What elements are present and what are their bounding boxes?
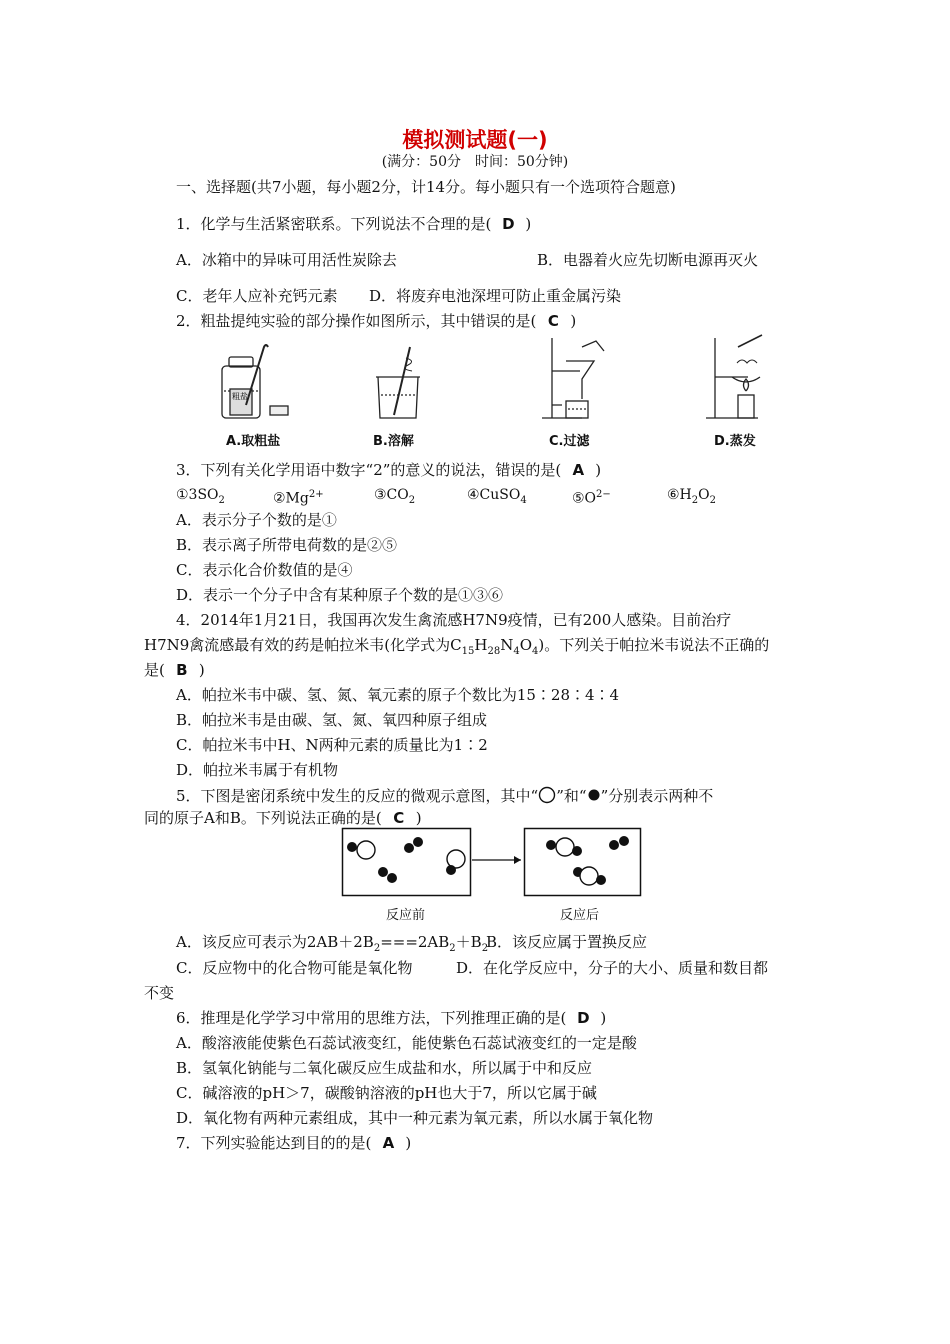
paren: ) xyxy=(405,1134,412,1152)
jar-icon xyxy=(222,345,288,418)
paren: ) xyxy=(595,461,602,479)
option-b: B．氢氧化钠能与二氧化碳反应生成盐和水，所以属于中和反应 xyxy=(176,1059,593,1077)
option-a: A．冰箱中的异味可用活性炭除去 xyxy=(176,251,397,269)
option-a: A．酸溶液能使紫色石蕊试液变红，能使紫色石蕊试液变红的一定是酸 xyxy=(176,1034,637,1052)
option-c: C．表示化合价数值的是④ xyxy=(176,561,353,579)
question-stem: 6．推理是化学学习中常用的思维方法，下列推理正确的是( xyxy=(176,1009,567,1027)
caption-a: A.取粗盐 xyxy=(226,434,281,449)
label-after: 反应后 xyxy=(560,908,600,923)
question-5-line-2: 同的原子A和B。下列说法正确的是( C ) xyxy=(144,809,422,827)
option-b: B．帕拉米韦是由碳、氢、氮、氧四种原子组成 xyxy=(176,711,488,729)
option-a: A．表示分子个数的是① xyxy=(176,511,337,529)
question-stem: 1．化学与生活紧密联系。下列说法不合理的是( xyxy=(176,215,492,233)
option-b: B．电器着火应先切断电源再灭火 xyxy=(537,251,759,269)
option-d: D．帕拉米韦属于有机物 xyxy=(176,761,339,779)
answer: A xyxy=(572,461,585,479)
caption-d: D.蒸发 xyxy=(714,434,756,449)
option-d: D．在化学反应中，分子的大小、质量和数目都 xyxy=(456,959,769,977)
option-c: C．老年人应补充钙元素 xyxy=(176,287,338,305)
jar-label: 粗盐 xyxy=(232,392,248,401)
open-circle-icon xyxy=(538,786,556,804)
formula-item-6: $⑥H_2O_2$ xyxy=(667,487,716,506)
formula-item-3: $③CO_2$ xyxy=(374,487,416,506)
section-heading: 一、选择题(共7小题，每小题2分，计14分。每小题只有一个选项符合题意) xyxy=(176,178,676,196)
paren: ) xyxy=(525,215,532,233)
option-c: C．帕拉米韦中H、N两种元素的质量比为1∶2 xyxy=(176,736,488,754)
formula-item-5: $⑤O^{2-}$ xyxy=(572,489,611,507)
formula-item-1: $①3SO_2$ xyxy=(176,487,225,506)
formula-item-2: $②Mg^{2+}$ xyxy=(273,489,324,507)
formula-item-4: ④CuSO$_4$ xyxy=(467,487,527,506)
label-before: 反应前 xyxy=(386,908,426,923)
question-3 xyxy=(176,460,601,480)
paren: ) xyxy=(570,312,577,330)
question-stem: 2．粗盐提纯实验的部分操作如图所示，其中错误的是( xyxy=(176,312,537,330)
caption-b: B.溶解 xyxy=(373,434,414,449)
question-4-line-2: H7N9禽流感最有效的药是帕拉米韦(化学式为$C_{15}H_{28}N_4O_4$)。下列关于帕拉米韦说法不正确的 xyxy=(144,636,770,657)
question-2 xyxy=(176,311,576,331)
option-d: D．将废弃电池深埋可防止重金属污染 xyxy=(369,287,622,305)
option-a: A．该反应可表示为$2AB+2B_2===2AB_2+B_2$ xyxy=(176,933,489,954)
question-1 xyxy=(176,214,531,234)
exam-info: (满分：50分 时间：50分钟) xyxy=(381,154,569,170)
option-c: C．碱溶液的pH＞7，碳酸钠溶液的pH也大于7，所以它属于碱 xyxy=(176,1084,597,1102)
evaporating-dish-icon xyxy=(706,335,762,418)
beaker-icon xyxy=(376,347,420,418)
paren: ) xyxy=(600,1009,607,1027)
option-a: A．帕拉米韦中碳、氢、氮、氧元素的原子个数比为15∶28∶4∶4 xyxy=(176,686,620,704)
option-b: B．该反应属于置换反应 xyxy=(486,933,648,951)
answer: B xyxy=(176,661,188,679)
answer: C xyxy=(393,809,405,827)
question-4-line-1: 4．2014年1月21日，我国再次发生禽流感H7N9疫情，已有200人感染。目前治疗 xyxy=(176,611,732,629)
answer: C xyxy=(547,312,559,330)
caption-c: C.过滤 xyxy=(549,434,590,449)
filled-circle-icon xyxy=(587,788,601,802)
question-stem: 3．下列有关化学用语中数字“2”的意义的说法，错误的是( xyxy=(176,461,562,479)
question-6 xyxy=(176,1008,606,1028)
answer: D xyxy=(502,215,515,233)
question-5-line-1: 5．下图是密闭系统中发生的反应的微观示意图，其中“ ”和“ ”分别表示两种不 xyxy=(176,787,714,805)
question-4-line-3: 是( B ) xyxy=(144,661,205,679)
option-d: D．表示一个分子中含有某种原子个数的是①③⑥ xyxy=(176,586,504,604)
question-stem: 7．下列实验能达到目的的是( xyxy=(176,1134,372,1152)
option-d-continued: 不变 xyxy=(144,984,175,1002)
question-7 xyxy=(176,1133,411,1153)
reaction-diagram xyxy=(341,827,651,899)
filter-funnel-icon xyxy=(542,338,604,418)
option-c: C．反应物中的化合物可能是氧化物 xyxy=(176,959,413,977)
answer: A xyxy=(382,1134,395,1152)
option-d: D．氧化物有两种元素组成，其中一种元素为氧元素，所以水属于氧化物 xyxy=(176,1109,654,1127)
option-b: B．表示离子所带电荷数的是②⑤ xyxy=(176,536,398,554)
answer: D xyxy=(577,1009,590,1027)
page-title: 模拟测试题(一) xyxy=(402,128,548,152)
